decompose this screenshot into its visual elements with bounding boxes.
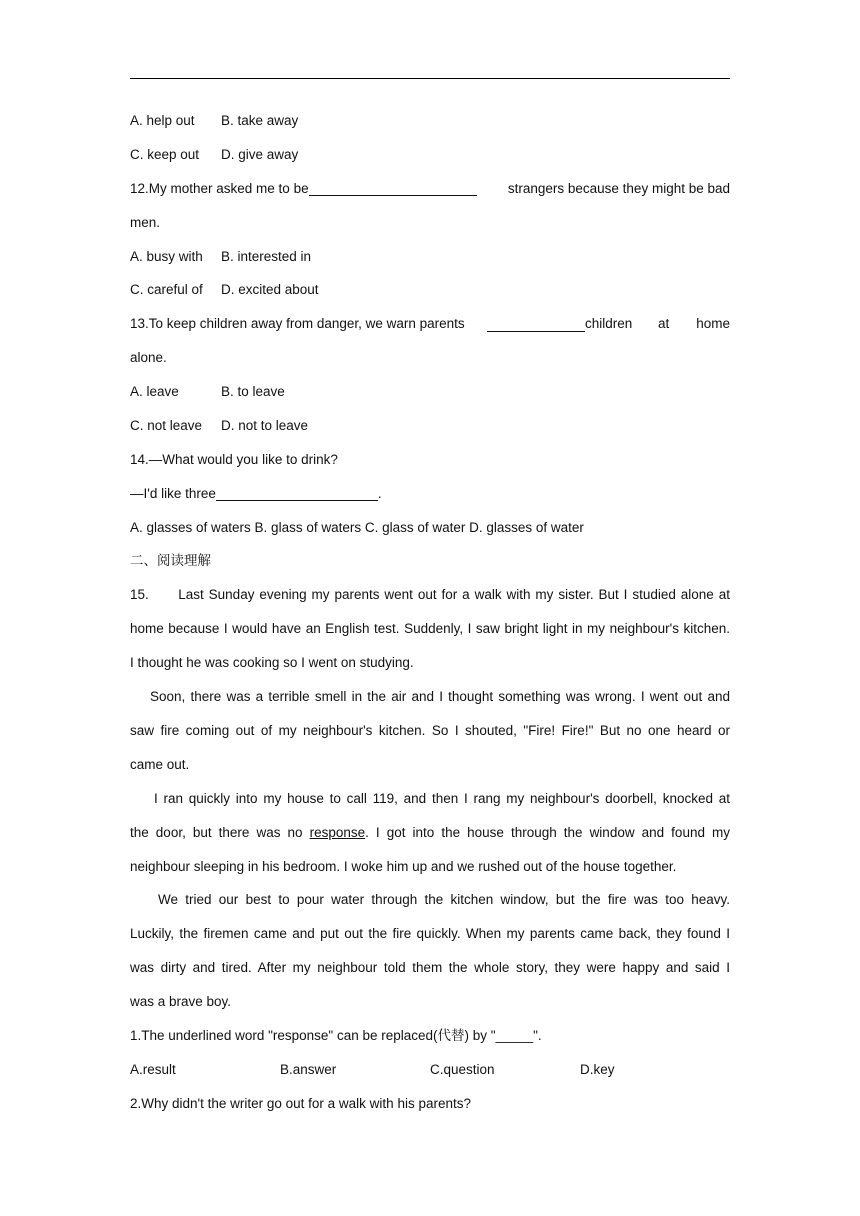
reading-q1-after: ) by "_____". <box>464 1028 542 1044</box>
q13-option-d: D. not to leave <box>221 418 309 434</box>
q11-option-c: C. keep out <box>130 146 200 162</box>
q14-options: A. glasses of waters B. glass of waters C. glass of water D. glasses of water <box>130 519 584 535</box>
q12-stem <box>130 172 730 206</box>
q11-option-b: B. take away <box>221 113 299 128</box>
q12-options-row-2 <box>130 273 730 307</box>
passage-p4-line-1: We tried our best to pour water through the kitchen window, but the fire was too heavy. <box>158 892 730 908</box>
q13-word-home: home <box>696 316 730 332</box>
q13-stem-cont: alone. <box>130 350 167 366</box>
passage-p1-line-3: I thought he was cooking so I went on studying. <box>130 655 414 671</box>
q13-word-at: at <box>658 316 670 332</box>
q12-option-b: B. interested in <box>221 248 312 264</box>
passage-p2-line-2: saw fire coming out of my neighbour's kitchen. So I shouted, "Fire! Fire!" But no one heard or <box>130 723 730 739</box>
passage-p3-line-2 <box>130 816 730 850</box>
reading-q1-before: 1.The underlined word "response" can be replaced( <box>130 1028 438 1044</box>
q13-answer-blank <box>487 317 585 332</box>
passage-p4-line-4: was a brave boy. <box>130 994 232 1010</box>
q14-question: 14.—What would you like to drink? <box>130 451 338 467</box>
passage-p3-line-1: I ran quickly into my house to call 119, and then I rang my neighbour's doorbell, knocked at <box>154 790 730 806</box>
passage-p3-after: . I got into the house through the window and found my <box>365 824 730 840</box>
reading-q1-option-a: A.result <box>130 1061 176 1077</box>
q13-word-children: children <box>585 316 633 332</box>
q12-option-c: C. careful of <box>130 282 203 298</box>
q11-options-row-1 <box>130 104 730 138</box>
q14-answer <box>130 477 730 511</box>
q12-answer-blank <box>309 181 477 196</box>
q14-answer-before: —I'd like three <box>130 485 216 501</box>
q12-stem-cont: men. <box>130 214 161 230</box>
q13-stem-before: 13.To keep children away from danger, we warn parents <box>130 316 465 332</box>
passage-p3-before: the door, but there was no <box>130 824 303 840</box>
passage-p2-line-3: came out. <box>130 756 190 772</box>
q13-stem <box>130 307 730 341</box>
reading-q1-chinese: 代替 <box>437 1028 465 1045</box>
reading-q1-options <box>130 1053 730 1087</box>
reading-q1-option-c: C.question <box>430 1061 495 1077</box>
q13-options-row-2 <box>130 409 730 443</box>
passage-p1-line-2: home because I would have an English test. Suddenly, I saw bright light in my neighbour's kitchen. <box>130 621 730 637</box>
q13-option-a: A. leave <box>130 384 179 400</box>
passage-p4-line-3: was dirty and tired. After my neighbour told them the whole story, they were happy and said I <box>130 960 730 976</box>
header-rule <box>130 78 730 79</box>
q14-answer-blank <box>216 486 378 501</box>
reading-q1-question <box>130 1019 730 1053</box>
underlined-word-response: response <box>309 824 366 840</box>
q12-option-a: A. busy with <box>130 248 203 264</box>
q12-options-row-1 <box>130 240 730 274</box>
passage-p4-line-2: Luckily, the firemen came and put out the fire quickly. When my parents came back, they found I <box>130 926 730 942</box>
q12-stem-after: strangers because they might be bad <box>507 180 730 196</box>
section-heading-reading: 二、阅读理解 <box>130 552 211 569</box>
q13-options-row-1 <box>130 375 730 409</box>
q11-option-d: D. give away <box>221 146 299 162</box>
passage-p2-line-1: Soon, there was a terrible smell in the air and I thought something was wrong. I went out and <box>150 689 730 705</box>
q13-option-b: B. to leave <box>221 384 285 400</box>
document-content <box>130 104 730 1121</box>
passage-p3-line-3: neighbour sleeping in his bedroom. I woke him up and we rushed out of the house together. <box>130 858 677 874</box>
q14-answer-after: . <box>377 485 382 501</box>
passage-p1-line-1: 15. Last Sunday evening my parents went out for a walk with my sister. But I studied alone at <box>130 587 730 603</box>
q12-stem-before: 12.My mother asked me to be <box>130 180 309 196</box>
q11-option-a: A. help out <box>130 113 195 128</box>
reading-q2-question: 2.Why didn't the writer go out for a walk with his parents? <box>130 1095 471 1111</box>
q12-option-d: D. excited about <box>221 282 319 298</box>
reading-q1-option-b: B.answer <box>280 1061 337 1077</box>
q13-option-c: C. not leave <box>130 418 203 434</box>
reading-q1-option-d: D.key <box>580 1061 615 1077</box>
q11-options-row-2 <box>130 138 730 172</box>
